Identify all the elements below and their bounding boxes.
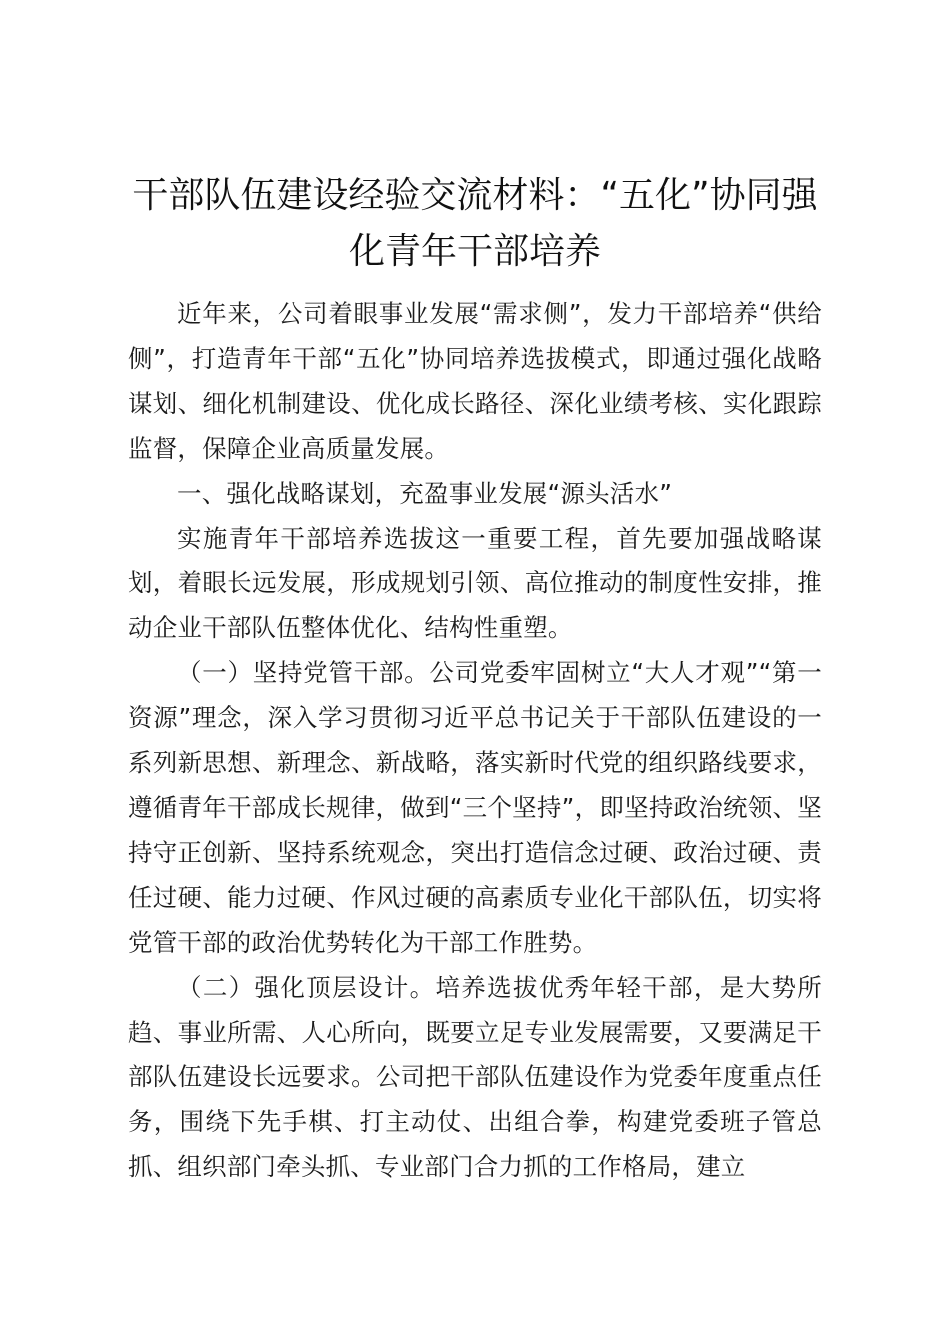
- subsection-1-paragraph: （一）坚持党管干部。公司党委牢固树立“大人才观”“第一资源”理念，深入学习贯彻习近平总书记关于干部队伍建设的一系列新思想、新理念、新战略，落实新时代党的组织路线要求，遵循青年干部成长规律，做到“三个坚持”，即坚持政治统领、坚持守正创新、坚持系统观念，突出打造信念过硬、政治过硬、责任过硬、能力过硬、作风过硬的高素质专业化干部队伍，切实将党管干部的政治优势转化为干部工作胜势。: [128, 658, 822, 957]
- document-title: 干部队伍建设经验交流材料：“五化”协同强化青年干部培养: [132, 175, 818, 272]
- intro-paragraph: 近年来，公司着眼事业发展“需求侧”，发力干部培养“供给侧”，打造青年干部“五化”协同培养选拔模式，即通过强化战略谋划、细化机制建设、优化成长路径、深化业绩考核、实化跟踪监督，保障企业高质量发展。: [128, 299, 822, 463]
- section-1-paragraph: 实施青年干部培养选拔这一重要工程，首先要加强战略谋划，着眼长远发展，形成规划引领、高位推动的制度性安排，推动企业干部队伍整体优化、结构性重塑。: [128, 523, 822, 643]
- section-heading-1: 一、强化战略谋划，充盈事业发展“源头活水”: [177, 478, 673, 508]
- subsection-2-paragraph: （二）强化顶层设计。培养选拔优秀年轻干部，是大势所趋、事业所需、人心所向，既要立足专业发展需要，又要满足干部队伍建设长远要求。公司把干部队伍建设作为党委年度重点任务，围绕下先手棋、打主动仗、出组合拳，构建党委班子管总抓、组织部门牵头抓、专业部门合力抓的工作格局，建立: [128, 972, 822, 1182]
- document-body: [128, 292, 822, 1190]
